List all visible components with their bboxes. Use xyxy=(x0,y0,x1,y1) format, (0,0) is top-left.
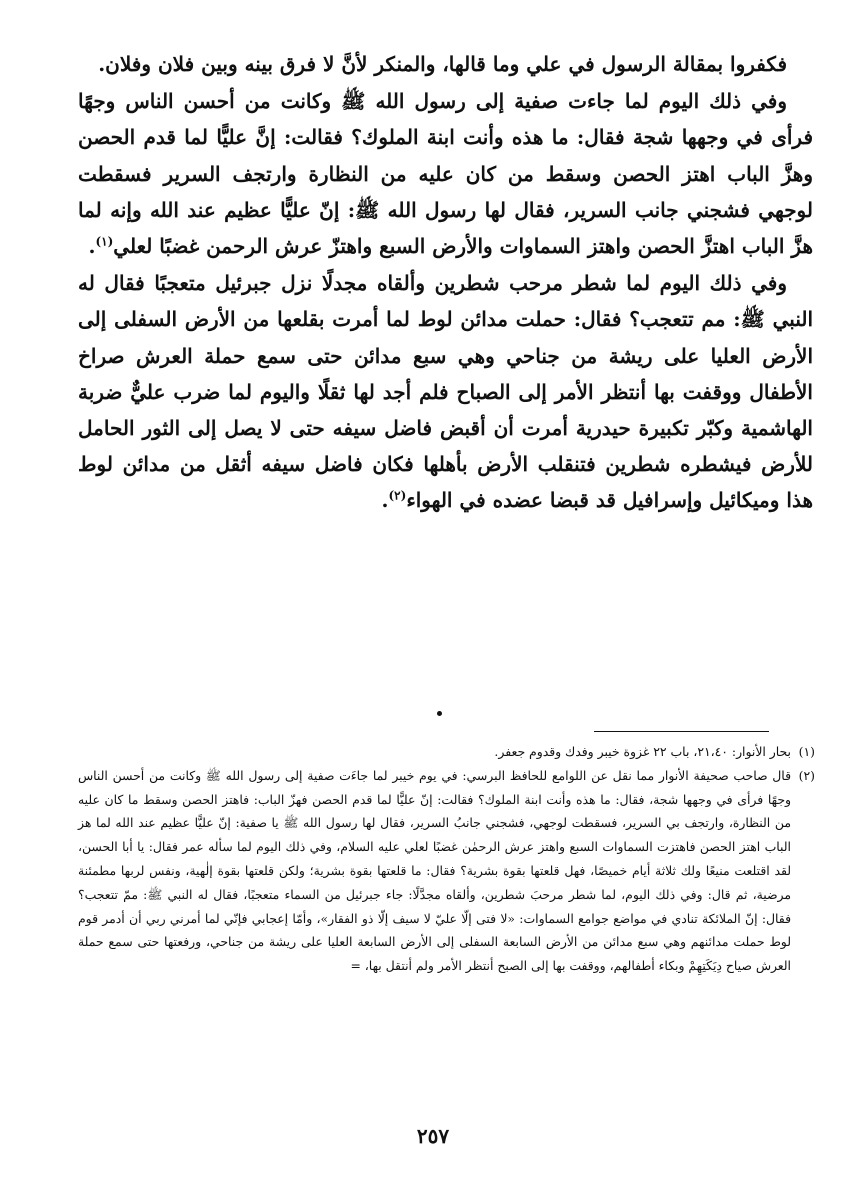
footnote-1-number: (١) xyxy=(798,744,815,759)
paragraph-1: فكفروا بمقالة الرسول في علي وما قالها، والمنكر لأنَّ لا فرق بينه وبين فلان وفلان. xyxy=(98,52,787,76)
footnotes xyxy=(78,740,815,978)
paragraph-3 xyxy=(78,265,813,518)
main-text xyxy=(78,46,813,519)
page-number: ٢٥٧ xyxy=(416,1124,450,1148)
footnote-ref-1: (١) xyxy=(95,234,114,249)
paragraph-2-end: . xyxy=(88,234,96,259)
separator-dot xyxy=(437,711,442,716)
paragraph-3-text: وفي ذلك اليوم لما شطر مرحب شطرين وألقاه مجدلًا نزل جبرئيل متعجبًا فقال له النبي ﷺ: مم تتعجب؟ فقال: حملت مدائن لوط لما أمرت بقلعها من الأرض السفلى إلى الأرض العليا على ريشة من جناحي وهي سبع مدائن حتى سمع حملة العرش صراخ الأطفال ووقفت بها أنتظر الأمر إلى الصباح فلم أجد لها ثقلًا واليوم لما ضرب عليٌّ ضربة الهاشمية وكبّر تكبيرة حيدرية أمرت أن أقبض فاضل سيفه حتى لا يصل إلى الثور الحامل للأرض فيشطره شطرين فتنقلب الأرض بأهلها فكان فاضل سيفه أثقل من مدائن لوط هذا وميكائيل وإسرافيل قد قبضا عضده في الهواء xyxy=(78,271,813,513)
footnote-1-text: بحار الأنوار: ٢١،٤٠، باب ٢٢ غزوة خيبر وفدك وقدوم جعفر. xyxy=(494,744,791,759)
footnote-2-number: (٢) xyxy=(798,767,815,783)
footnote-1 xyxy=(78,740,815,764)
paragraph-3-end: . xyxy=(381,488,389,513)
paragraph-2-text: وفي ذلك اليوم لما جاءت صفية إلى رسول الله ﷺ وكانت من أحسن الناس وجهًا فرأى في وجهها شجة فقال: ما هذه وأنت ابنة الملوك؟ فقالت: إنَّ عليًّا لما قدم الحصن وهزَّ الباب اهتز الحصن وسقط من كان عليه من النظارة وارتجف السرير فسقطت لوجهي فشجني جانب السرير، فقال لها رسول الله ﷺ: إنّ عليًّا عظيم عند الله وإنه لما هزَّ الباب اهتزَّ الحصن واهتز السماوات والأرض السبع واهتزّ عرش الرحمن غضبًا لعلي xyxy=(78,89,813,259)
footnote-2 xyxy=(78,764,815,978)
footnote-2-text: قال صاحب صحيفة الأنوار مما نقل عن اللوامع للحافظ البرسي: في يوم خيبر لما جاءَت صفية إلى رسول الله ﷺ وكانت من أحسن الناس وجهًا فرأى في وجهها شجة، فقال: ما هذه وأنت ابنة الملوك؟ فقالت: إنّ عليًّا لما قدم الحصن فهزّ الباب: فاهتز الحصن وسقط ما كان عليه من النظارة، وارتجف بي السرير، فسقطت لوجهي، فشجني جانبُ السرير، فقال لها رسول الله ﷺ يا صفية: إنّ عليًّا عظيم عند الله لما هز الباب اهتز الحصن فاهتزت السماوات السبع واهتز عرش الرحمٰن غضبًا لعلي عليه السلام، وفي ذلك اليوم لما سأله عمر فقال: يا أبا الحسن، لقد اقتلعت منيعًا ولك ثلاثة أيام خميصًا، فهل قلعتها بقوة بشرية؟ فقال: ما قلعتها بقوة بشرية؛ ولكن قلعتها بقوة إلٰهية، ونفس لربها مطمئنة مرضية، ثم قال: وفي ذلك اليوم، لما شطر مرحبَ شطرين، وألقاه مجدَّلًا: جاء جبرئيل من السماء متعجبًا، فقال له النبي ﷺ: ممّ تتعجب؟ فقال: إنّ الملائكة تنادي في مواضع جوامع السماوات: «لا فتى إلّا عليّ لا سيف إلّا ذو الفقار»، وأمّا إعجابي فإنّي لما أمرني ربي أن أدمر قوم لوط حملت مدائنهم وهي سبع مدائن من الأرض السابعة السفلى إلى الأرض السابعة العليا على ريشة من جناحي، ورفعتها حتى سمع حملة العرش صياح دِيَكَتِهِمْ وبكاء أطفالهم، ووقفت بها إلى الصبح أنتظر الأمر ولم أنتقل بها، = xyxy=(78,767,791,974)
footnote-divider xyxy=(594,731,769,732)
footnote-ref-2: (٢) xyxy=(388,488,407,503)
paragraph-2 xyxy=(78,83,813,264)
